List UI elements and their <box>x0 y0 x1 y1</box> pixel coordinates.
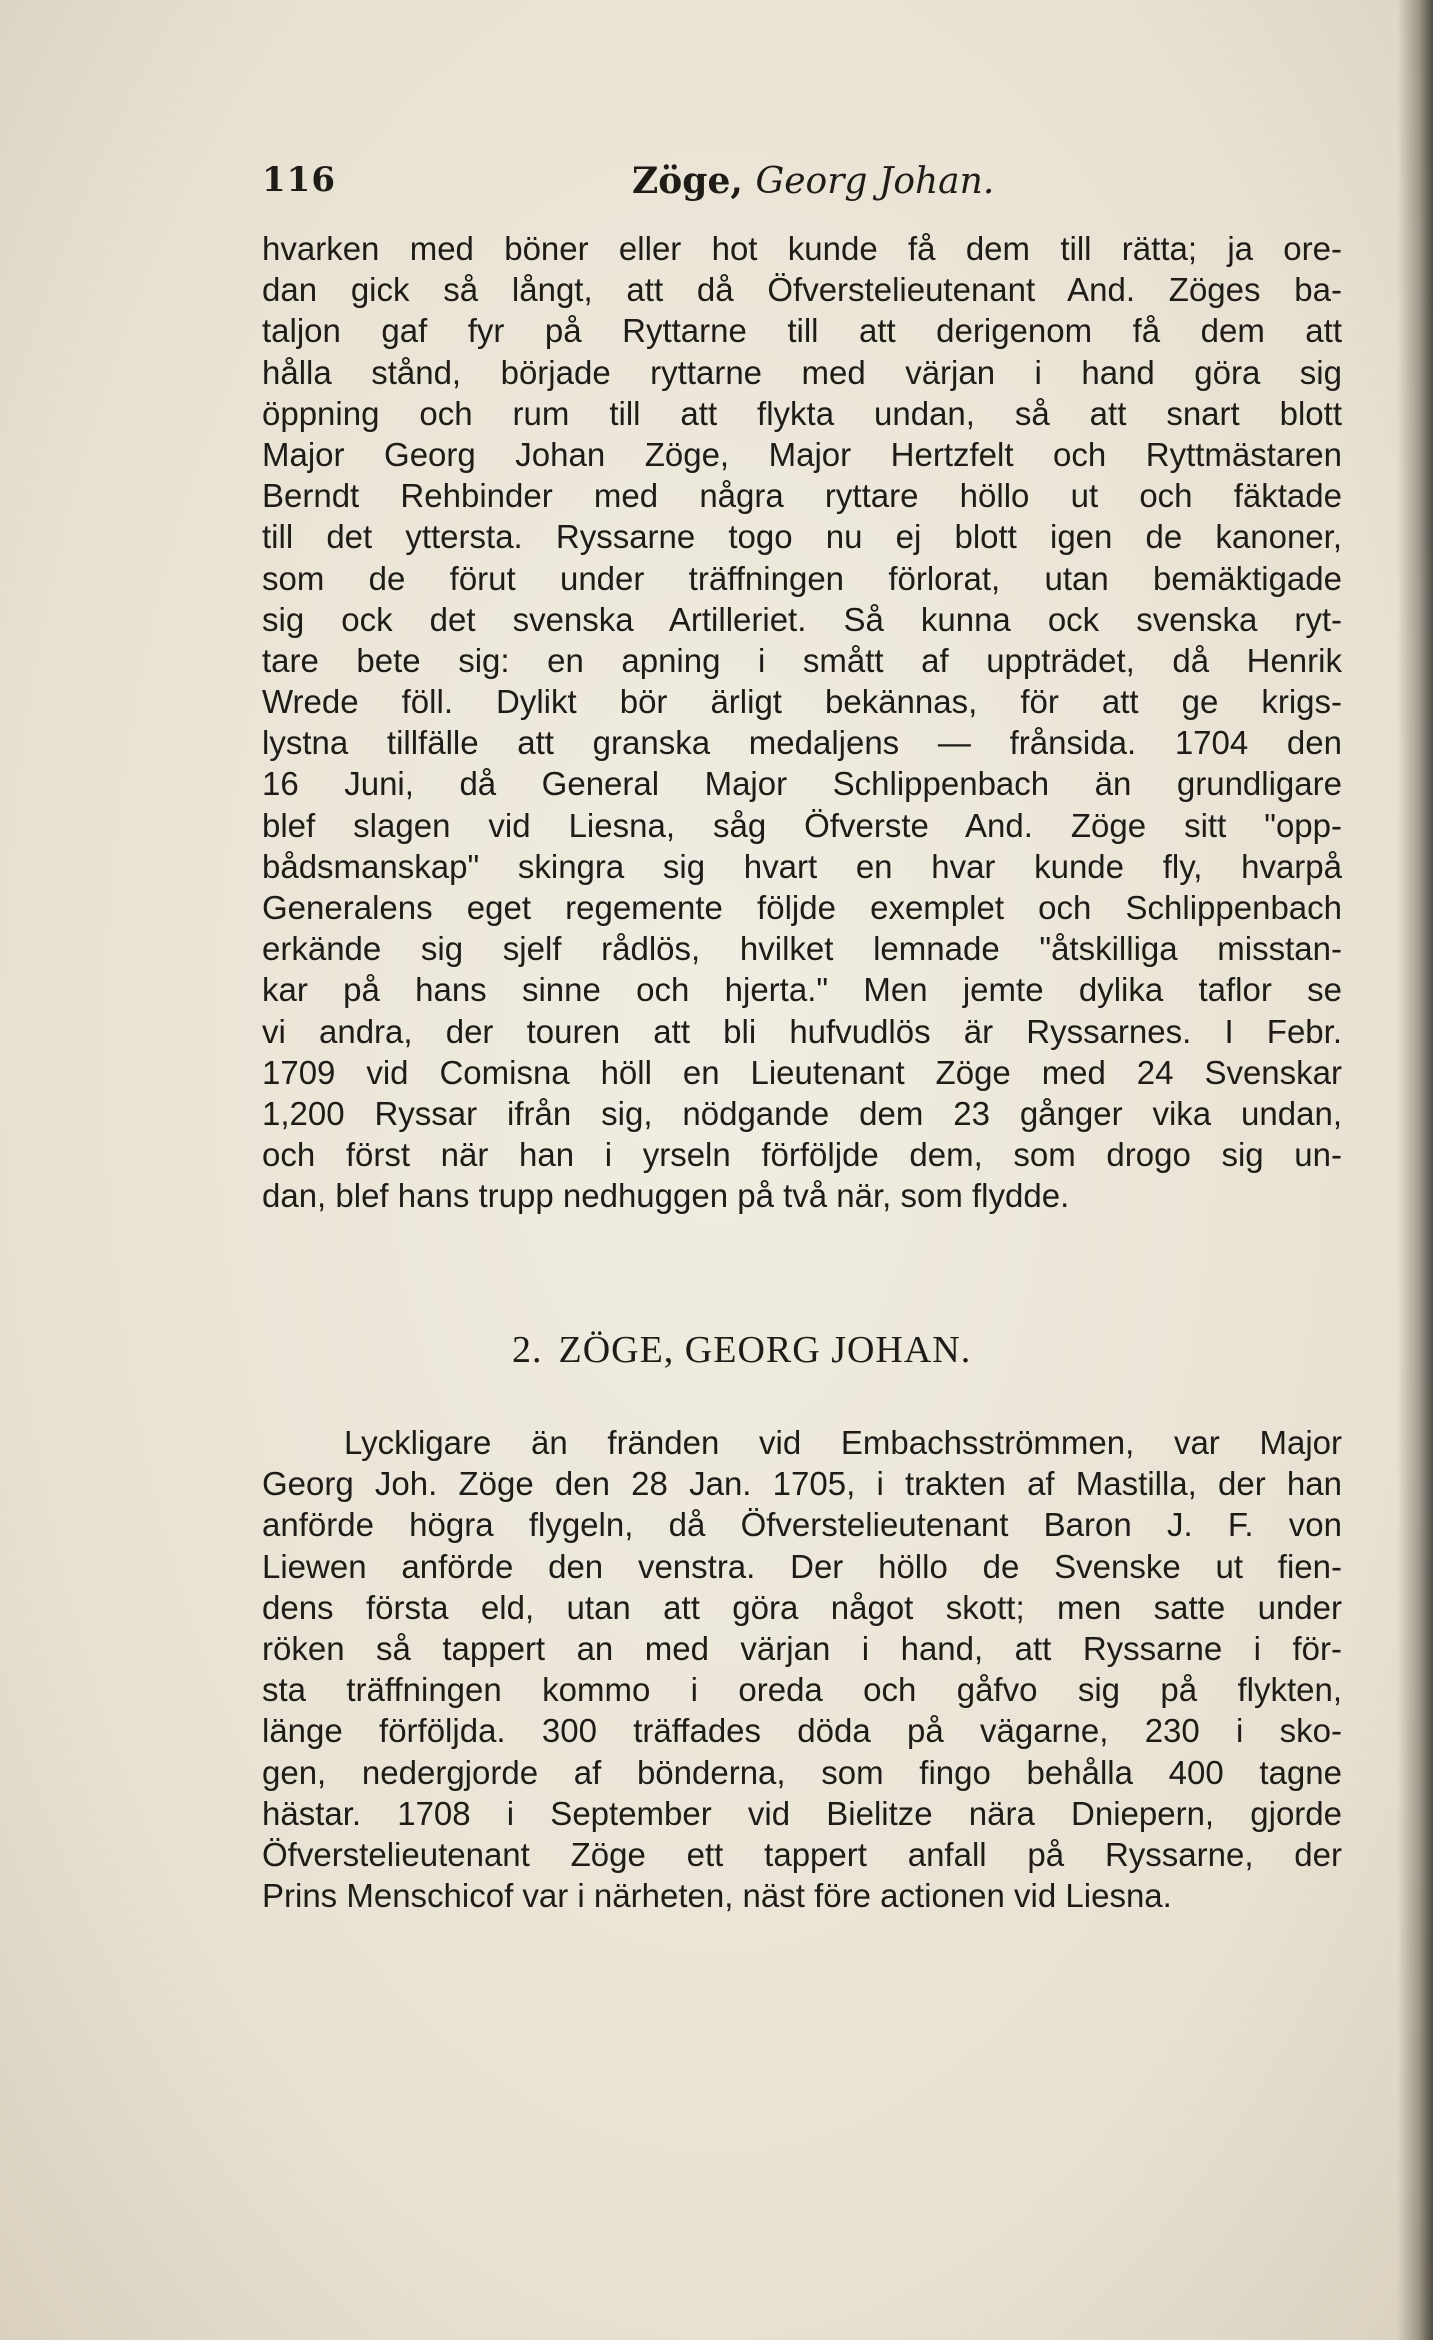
text-line: sig ock det svenska Artilleriet. Så kunna ock svenska ryt- <box>262 600 1342 638</box>
text-line: tare bete sig: en apning i smått af uppträdet, då Henrik <box>262 641 1342 679</box>
text-line: dens första eld, utan att göra något skott; men satte under <box>262 1588 1342 1626</box>
text-line: gen, nedergjorde af bönderna, som fingo behålla 400 tagne <box>262 1753 1342 1791</box>
running-head <box>632 160 994 202</box>
text-line: Liewen anförde den venstra. Der höllo de Svenske ut fien- <box>262 1547 1342 1585</box>
paragraph-2 <box>262 1422 1342 1916</box>
section-number: 2. <box>512 1329 543 1371</box>
text-line: Georg Joh. Zöge den 28 Jan. 1705, i trakten af Mastilla, der han <box>262 1465 1342 1503</box>
running-head-italic: Georg Johan. <box>755 161 995 202</box>
text-line: kar på hans sinne och hjerta." Men jemte dylika taflor se <box>262 971 1342 1009</box>
text-line: länge förföljda. 300 träffades döda på vägarne, 230 i sko- <box>262 1712 1342 1750</box>
running-head-name: Zöge, <box>632 160 743 202</box>
text-line: Öfverstelieutenant Zöge ett tappert anfall på Ryssarne, der <box>262 1835 1342 1873</box>
text-line: hålla stånd, började ryttarne med värjan i hand göra sig <box>262 353 1342 391</box>
text-line: Prins Menschicof var i närheten, näst före actionen vid Liesna. <box>262 1877 1172 1915</box>
text-line: som de förut under träffningen förlorat, utan bemäktigade <box>262 559 1342 597</box>
text-line: röken så tappert an med värjan i hand, att Ryssarne i för- <box>262 1629 1342 1667</box>
text-line: dan gick så långt, att då Öfverstelieutenant And. Zöges ba- <box>262 271 1342 309</box>
text-line: Berndt Rehbinder med några ryttare höllo ut och fäktade <box>262 477 1342 515</box>
text-line: erkände sig sjelf rådlös, hvilket lemnade "åtskilliga misstan- <box>262 930 1342 968</box>
text-line: bådsmanskap" skingra sig hvart en hvar kunde fly, hvarpå <box>262 847 1342 885</box>
text-line: Wrede föll. Dylikt bör ärligt bekännas, för att ge krigs- <box>262 683 1342 721</box>
text-line: dan, blef hans trupp nedhuggen på två när, som flydde. <box>262 1177 1070 1215</box>
text-line: Generalens eget regemente följde exemplet och Schlippenbach <box>262 889 1342 926</box>
section-title: ZÖGE, GEORG JOHAN. <box>558 1329 972 1371</box>
page-edge-shadow <box>1397 0 1433 2340</box>
text-line: hvarken med böner eller hot kunde få dem till rätta; ja ore- <box>262 230 1342 267</box>
page-number: 116 <box>262 160 336 200</box>
text-line: öppning och rum till att flykta undan, så att snart blott <box>262 394 1342 432</box>
text-line: till det yttersta. Ryssarne togo nu ej blott igen de kanoner, <box>262 518 1342 556</box>
text-line: lystna tillfälle att granska medaljens — frånsida. 1704 den <box>262 724 1342 762</box>
text-line: 16 Juni, då General Major Schlippenbach än grundligare <box>262 765 1342 803</box>
text-line: anförde högra flygeln, då Öfverstelieutenant Baron J. F. von <box>262 1506 1342 1544</box>
text-line: Major Georg Johan Zöge, Major Hertzfelt och Ryttmästaren <box>262 435 1342 473</box>
text-line: hästar. 1708 i September vid Bielitze nära Dniepern, gjorde <box>262 1794 1342 1832</box>
text-line: Lyckligare än fränden vid Embachsströmmen, var Major <box>344 1424 1342 1461</box>
text-line: taljon gaf fyr på Ryttarne till att derigenom få dem att <box>262 312 1342 350</box>
text-line: 1709 vid Comisna höll en Lieutenant Zöge med 24 Svenskar <box>262 1053 1342 1091</box>
paragraph-1 <box>262 228 1342 1217</box>
text-line: 1,200 Ryssar ifrån sig, nödgande dem 23 gånger vika undan, <box>262 1094 1342 1132</box>
text-line: sta träffningen kommo i oreda och gåfvo sig på flykten, <box>262 1671 1342 1709</box>
text-line: blef slagen vid Liesna, såg Öfverste And. Zöge sitt "opp- <box>262 806 1342 844</box>
page-header <box>262 160 1042 210</box>
section-heading <box>512 1328 971 1372</box>
text-line: vi andra, der touren att bli hufvudlös är Ryssarnes. I Febr. <box>262 1012 1342 1050</box>
text-line: och först när han i yrseln förföljde dem, som drogo sig un- <box>262 1136 1342 1174</box>
